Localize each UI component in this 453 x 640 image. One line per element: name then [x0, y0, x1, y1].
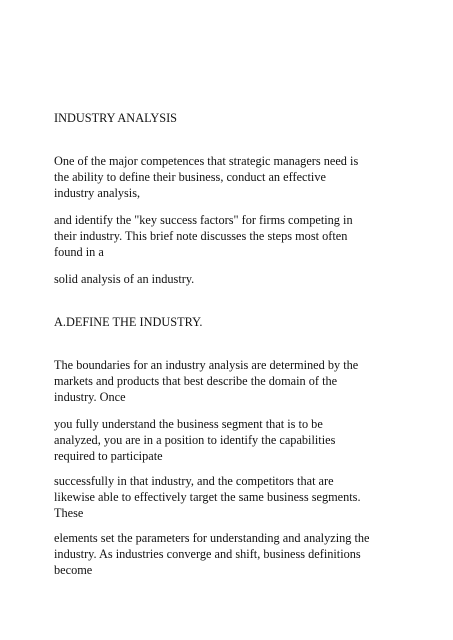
text-line: successfully in that industry, and the competitors that are: [54, 474, 334, 488]
section-a-paragraph-4: [54, 530, 404, 578]
section-a-heading: [54, 314, 404, 330]
text-line: industry. As industries converge and shift, business definitions: [54, 547, 361, 561]
text-line: One of the major competences that strategic managers need is: [54, 154, 359, 168]
text-line: analyzed, you are in a position to identify the capabilities: [54, 433, 336, 447]
text-line: and identify the "key success factors" for firms competing in: [54, 213, 353, 227]
intro-paragraph-3: [54, 271, 404, 287]
intro-paragraph-2: [54, 212, 404, 260]
section-a-paragraph-3: [54, 473, 404, 521]
text-line: The boundaries for an industry analysis are determined by the: [54, 358, 359, 372]
title-text: INDUSTRY ANALYSIS: [54, 111, 178, 125]
text-line: become: [54, 563, 93, 577]
text-line: you fully understand the business segment that is to be: [54, 417, 323, 431]
text-line: found in a: [54, 245, 104, 259]
text-line: likewise able to effectively target the same business segments.: [54, 490, 361, 504]
section-a-paragraph-2: [54, 416, 404, 464]
heading-text: A.DEFINE THE INDUSTRY.: [54, 315, 203, 329]
text-line: These: [54, 506, 84, 520]
text-line: elements set the parameters for understanding and analyzing the: [54, 531, 370, 545]
text-line: markets and products that best describe the domain of the: [54, 374, 338, 388]
text-line: industry. Once: [54, 390, 126, 404]
text-line: the ability to define their business, conduct an effective: [54, 170, 326, 184]
text-line: industry analysis,: [54, 186, 141, 200]
text-line: their industry. This brief note discusses the steps most often: [54, 229, 348, 243]
text-line: required to participate: [54, 449, 163, 463]
text-line: solid analysis of an industry.: [54, 272, 195, 286]
document-title: [54, 110, 404, 126]
intro-paragraph-1: [54, 153, 404, 201]
section-a-paragraph-1: [54, 357, 404, 405]
